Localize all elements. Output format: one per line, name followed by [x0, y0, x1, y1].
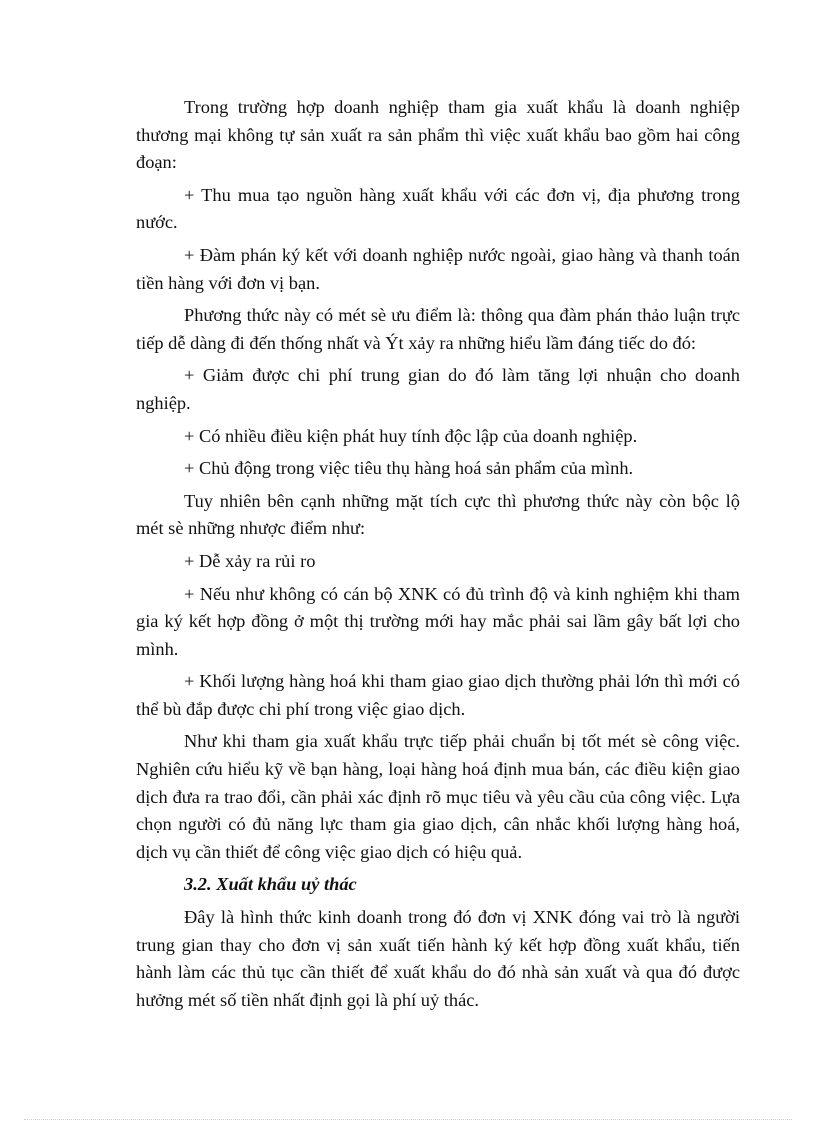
paragraph-entrusted-export: Đây là hình thức kinh doanh trong đó đơn vị XNK đóng vai trò là người trung gian thay cho đơn vị sản xuất tiến hành ký kết hợp đồng xuất khẩu, tiến hành làm các thủ tục cần thiết để xuất khẩu do đó nhà sản xuất và qua đó được hưởng mét số tiền nhất định gọi là phí uỷ thác.: [136, 907, 740, 1010]
list-item-purchase: + Thu mua tạo nguồn hàng xuất khẩu với các đơn vị, địa phương trong nước.: [136, 184, 740, 233]
list-item-risk: + Dễ xảy ra rủi ro: [184, 550, 316, 571]
list-item-staff: + Nếu như không có cán bộ XNK có đủ trình độ và kinh nghiệm khi tham gia ký kết hợp đồng ở một thị trường mới hay mắc phải sai lầm gây bất lợi cho mình.: [136, 583, 740, 659]
list-item-volume: + Khối lượng hàng hoá khi tham giao giao dịch thường phải lớn thì mới có thể bù đắp được chi phí trong việc giao dịch.: [136, 671, 740, 719]
list-item-negotiation: + Đàm phán ký kết với doanh nghiệp nước ngoài, giao hàng và thanh toán tiền hàng với đơn vị bạn.: [136, 244, 740, 293]
list-item-initiative: + Chủ động trong việc tiêu thụ hàng hoá sản phẩm của mình.: [184, 458, 634, 479]
page-bottom-rule: [24, 1119, 792, 1120]
list-item-reduce-cost: + Giảm được chi phí trung gian do đó làm tăng lợi nhuận cho doanh nghiệp.: [136, 365, 740, 413]
section-heading: 3.2. Xuất khẩu uỷ thác: [184, 874, 357, 895]
paragraph-disadvantages: Tuy nhiên bên cạnh những mặt tích cực thì phương thức này còn bộc lộ mét sè những nhược điểm như:: [136, 490, 740, 539]
list-item-independence: + Có nhiều điều kiện phát huy tính độc lập của doanh nghiệp.: [184, 425, 638, 446]
paragraph-intro: Trong trường hợp doanh nghiệp tham gia xuất khẩu là doanh nghiệp thương mại không tự sản xuất ra sản phẩm thì việc xuất khẩu bao gồm hai công đoạn:: [136, 97, 740, 173]
paragraph-preparation: Như khi tham gia xuất khẩu trực tiếp phải chuẩn bị tốt mét sè công việc. Nghiên cứu hiểu kỹ về bạn hàng, loại hàng hoá định mua bán, các điều kiện giao dịch đưa ra trao đổi, cần phải xác định rõ mục tiêu và yêu cầu của công việc. Lựa chọn người có đủ năng lực tham gia giao dịch, cân nhắc khối lượng hàng hoá, dịch vụ cần thiết để công việc giao dịch có hiệu quả.: [136, 731, 740, 862]
document-body: [136, 94, 740, 1019]
paragraph-advantages: Phương thức này có mét sè ưu điểm là: thông qua đàm phán thảo luận trực tiếp dễ dàng đi đến thống nhất và Ýt xảy ra những hiểu lầm đáng tiếc do đó:: [136, 305, 740, 353]
